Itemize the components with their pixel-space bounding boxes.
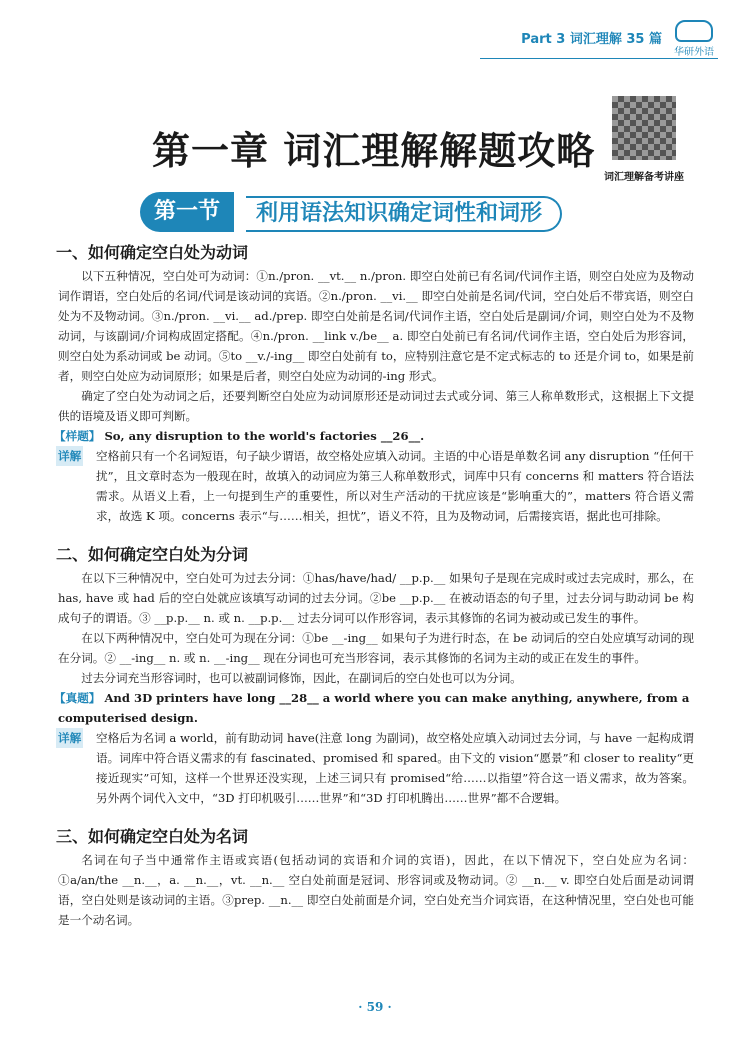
example-text: And 3D printers have long __28__ a world where you can make anything, anywhere, from a computerised design. (58, 691, 690, 725)
section-banner (140, 192, 618, 232)
logo-text: 华研外语 (674, 47, 714, 58)
explain-label: 详解 (56, 446, 83, 466)
paragraph: 确定了空白处为动词之后，还要判断空白处应为动词原形还是动词过去式或分词、第三人称单数形式，这根据上下文提供的语境及语义即可判断。 (58, 389, 694, 423)
explanation (58, 446, 694, 526)
chapter-title: 第一章 词汇理解解题攻略 (152, 129, 596, 173)
paragraph: 过去分词充当形容词时，也可以被副词修饰，因此，在副词后的空白处也可以为分词。 (81, 671, 522, 685)
header-rule (480, 58, 718, 59)
page-number: · 59 · (358, 1000, 392, 1014)
page-body (54, 238, 694, 930)
publisher-logo (670, 20, 718, 58)
qr-code-icon[interactable] (612, 96, 676, 160)
heading-verb: 一、如何确定空白处为动词 (56, 243, 249, 262)
running-header: Part 3 词汇理解 35 篇 (521, 32, 662, 47)
explanation (58, 728, 694, 808)
heading-participle: 二、如何确定空白处为分词 (56, 545, 249, 564)
section-number: 第一节 (140, 192, 234, 232)
paragraph: 在以下三种情况中，空白处可为过去分词：①has/have/had/ __p.p.__ 如果句子是现在完成时或过去完成时，那么，在 has, have 或 had 后的空白处就应该填写动词的过去分词。②be __p.p.__ 在被动语态的句子里，过去分词与助动词 be 构成句子的谓语。③ __p.p.__ n. 或 n. __p.p.__ 过去分词可以作形容词，表示其修饰的名词为被动或已发生的事件。 (58, 571, 694, 625)
example-tag: 【样题】 (54, 429, 101, 443)
heading-noun: 三、如何确定空白处为名词 (56, 827, 249, 846)
example-sentence (54, 426, 694, 446)
example-sentence (54, 688, 694, 728)
cloud-icon (675, 20, 713, 42)
explain-label: 详解 (56, 728, 83, 748)
paragraph: 在以下两种情况中，空白处可为现在分词：①be __-ing__ 如果句子为进行时态，在 be 动词后的空白处应填写动词的现在分词。② __-ing__ n. 或 n. __-ing__ 现在分词也可充当形容词，表示其修饰的名词为主动的或正在发生的事件。 (58, 631, 694, 665)
explain-text: 空格后为名词 a world，前有助动词 have(注意 long 为副词)，故空格处应填入动词过去分词，与 have 一起构成谓语。词库中符合语义需求的有 fascinated、promised 和 spared。由下文的 vision“愿景”和 closer to reality“更接近现实”可知，这样一个世界还没实现，上述三词只有 promised“给……以指望”符合这一语义需求，故为答案。另外两个词代入文中，“3D 打印机吸引……世界”和“3D 打印机腾出……世界”都不合逻辑。 (96, 731, 694, 805)
qr-caption: 词汇理解备考讲座 (604, 172, 684, 183)
paragraph: 名词在句子当中通常作主语或宾语(包括动词的宾语和介词的宾语)，因此，在以下情况下，空白处应为名词：①a/an/the __n.__，a. __n.__，vt. __n.__ 空白处前面是冠词、形容词或及物动词。② __n.__ v. 即空白处后面是动词谓语，空白处则是该动词的主语。③prep. __n.__ 即空白处前面是介词，空白处充当介词宾语，在这种情况里，空白处也可能是一个动名词。 (58, 853, 694, 927)
explain-text: 空格前只有一个名词短语，句子缺少谓语，故空格处应填入动词。主语的中心语是单数名词 any disruption “任何干扰”，且文章时态为一般现在时，故填入的动词应为第三人称单数形式，词库中只有 concerns 和 matters 符合语法需求。从语义上看，上一句提到生产的重要性，所以对生产活动的干扰应该是“影响重大的”，matters 符合语义需求，故选 K 项。concerns 表示“与……相关，担忧”，语义不符，且为及物动词，后需接宾语，据此也可排除。 (96, 449, 694, 523)
paragraph: 以下五种情况，空白处可为动词：①n./pron. __vt.__ n./pron. 即空白处前已有名词/代词作主语，则空白处应为及物动词作谓语，空白处后的名词/代词是该动词的宾语。②n./pron. __vi.__ 即空白处前是名词/代词，空白处后不带宾语，则空白处为不及物动词。③n./pron. __vi.__ ad./prep. 即空白处前是名词/代词作主语，空白处后是副词/介词，则空白处为不及物动词，与该副词/介词构成固定搭配。④n./pron. __link v./be__ a. 即空白处前已有名词/代词作主语，空白处后为形容词，则空白处为系动词或 be 动词。⑤to __v./-ing__ 即空白处前有 to，应特别注意它是不定式标志的 to 还是介词 to，如果是前者，则空白处应为动词原形；如果是后者，则空白处应为动词的-ing 形式。 (58, 269, 694, 383)
section-title: 利用语法知识确定词性和词形 (246, 196, 562, 232)
example-tag: 【真题】 (54, 691, 101, 705)
example-text: So, any disruption to the world's factories __26__. (104, 429, 425, 443)
